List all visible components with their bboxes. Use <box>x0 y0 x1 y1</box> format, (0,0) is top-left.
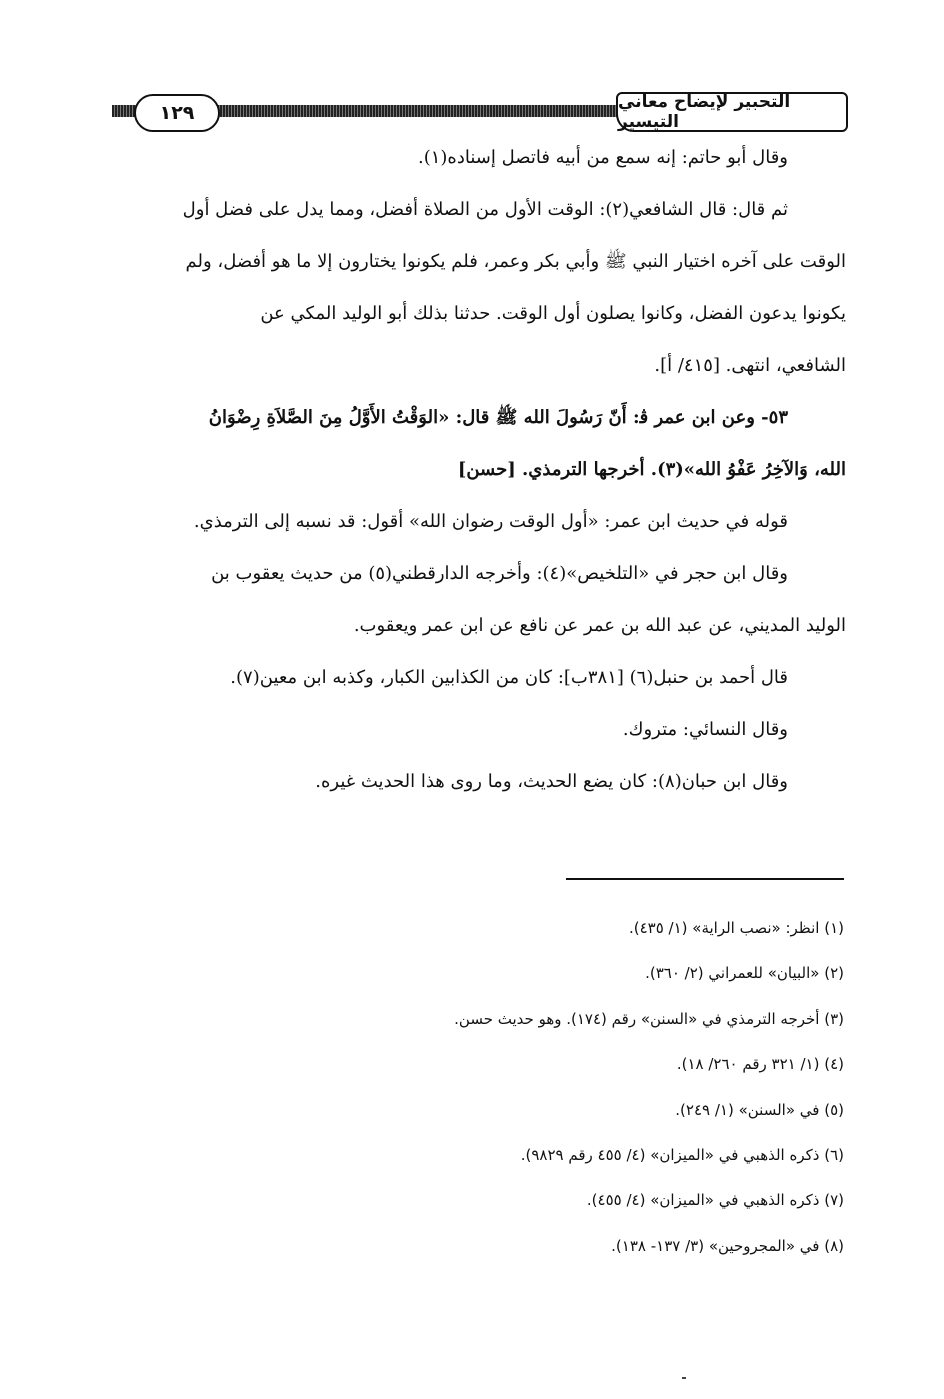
text-line: قوله في حديث ابن عمر: «أول الوقت رضوان الله» أقول: قد نسبه إلى الترمذي. <box>193 511 788 532</box>
footnote: (٥) في «السنن» (١/ ٢٤٩). <box>675 1100 844 1119</box>
footnote: (٢) «البيان» للعمراني (٢/ ٣٦٠). <box>645 964 844 983</box>
text-line: ثم قال: قال الشافعي(٢): الوقت الأول من الصلاة أفضل، ومما يدل على فضل أول <box>182 199 788 220</box>
text-line: الوليد المديني، عن عبد الله بن عمر عن نافع عن ابن عمر ويعقوب. <box>353 615 846 636</box>
text-line: وقال ابن حجر في «التلخيص»(٤): وأخرجه الدارقطني(٥) من حديث يعقوب بن <box>211 563 788 584</box>
hadith-line: ٥٣- وعن ابن عمر ﭬ: أَنّ رَسُولَ الله ﷺ قال: «الوَقْتُ الأَوَّلُ مِنَ الصَّلاَةِ رِضْوَانُ <box>208 407 788 428</box>
text-line: وقال ابن حبان(٨): كان يضع الحديث، وما روى هذا الحديث غيره. <box>315 771 788 792</box>
running-header <box>112 92 848 130</box>
main-text <box>96 132 846 808</box>
text-line: الشافعي، انتهى. [٤١٥/ أ]. <box>654 355 846 376</box>
text-line: وقال أبو حاتم: إنه سمع من أبيه فاتصل إسناده(١). <box>417 147 788 168</box>
hadith-line: الله، وَالآخِرُ عَفْوُ الله»(٣). أخرجها الترمذي. [حسن] <box>457 459 846 480</box>
footnote: (٧) ذكره الذهبي في «الميزان» (٤/ ٤٥٥). <box>586 1191 844 1210</box>
footnote: (٤) (١/ ٣٢١ رقم ٢٦٠/ ١٨). <box>676 1055 844 1074</box>
book-title: التحبير لإيضاح معاني التيسير <box>616 92 848 132</box>
footnote-separator <box>566 878 844 880</box>
footnote: (١) انظر: «نصب الراية» (١/ ٤٣٥). <box>628 919 844 937</box>
page-number: ١٢٩ <box>134 94 220 132</box>
footnote: (٣) أخرجه الترمذي في «السنن» رقم (١٧٤). وهو حديث حسن. <box>454 1009 844 1028</box>
footnote: (٦) ذكره الذهبي في «الميزان» (٤/ ٤٥٥ رقم ٩٨٢٩). <box>520 1145 844 1164</box>
footnote: (٨) في «المجروحين» (٣/ ١٣٧- ١٣٨). <box>611 1236 844 1255</box>
text-line: يكونوا يدعون الفضل، وكانوا يصلون أول الوقت. حدثنا بذلك أبو الوليد المكي عن <box>260 303 846 324</box>
text-line: وقال النسائي: متروك. <box>622 719 788 740</box>
footnotes <box>96 906 844 1269</box>
text-line: قال أحمد بن حنبل(٦) [٣٨١ب]: كان من الكذابين الكبار، وكذبه ابن معين(٧). <box>230 667 788 688</box>
text-line: الوقت على آخره اختيار النبي ﷺ وأبي بكر وعمر، فلم يكونوا يختارون إلا ما هو أفضل، ولم <box>185 251 846 272</box>
scan-mark <box>682 1377 686 1379</box>
